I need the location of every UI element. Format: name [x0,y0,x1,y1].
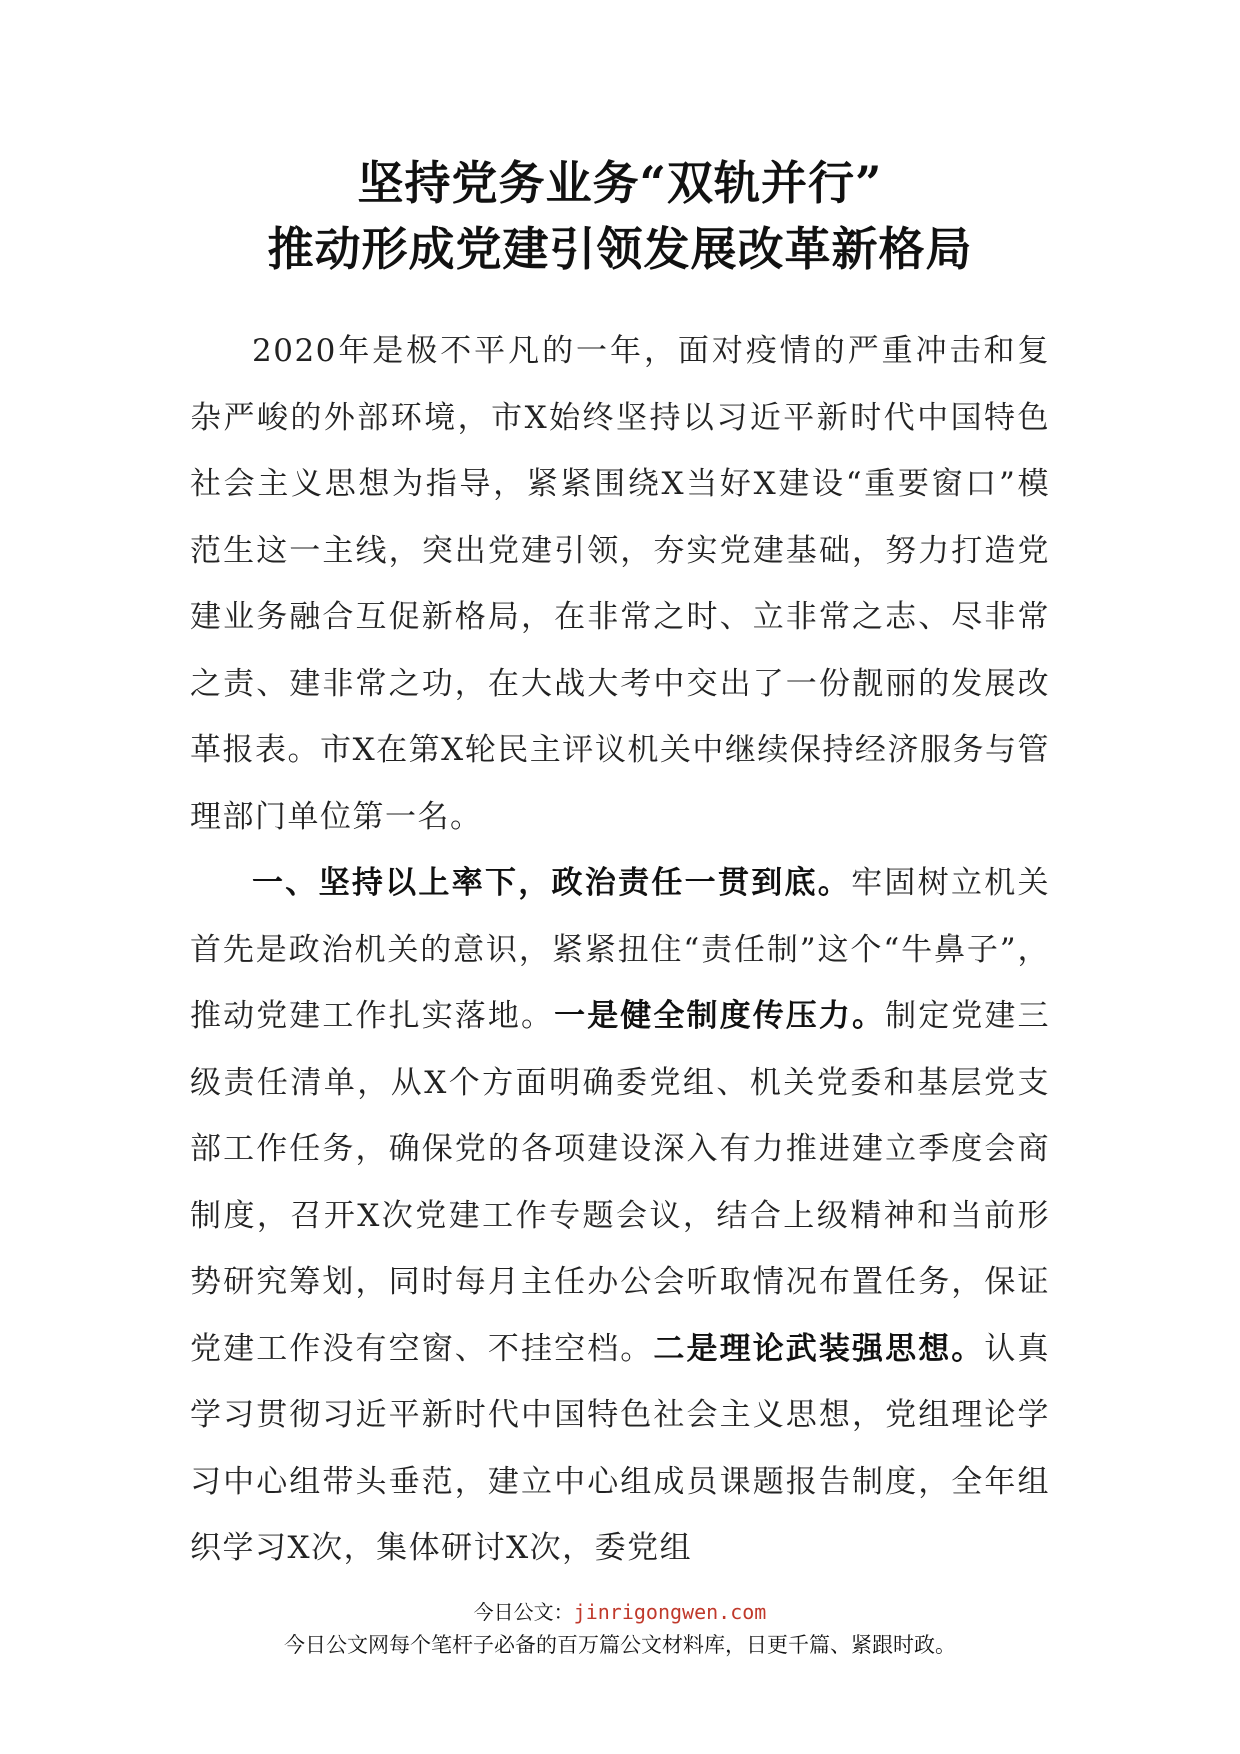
footer-site-label: 今日公文： [473,1600,574,1624]
document-body [190,318,1050,1582]
intro-paragraph: 2020年是极不平凡的一年，面对疫情的严重冲击和复杂严峻的外部环境，市X始终坚持以习近平新时代中国特色社会主义思想为指导，紧紧围绕X当好X建设“重要窗口”模范生这一主线，突出党建引领，夯实党建基础，努力打造党建业务融合互促新格局，在非常之时、立非常之志、尽非常之责、建非常之功，在大战大考中交出了一份靓丽的发展改革报表。市X在第X轮民主评议机关中继续保持经济服务与管理部门单位第一名。 [190,333,1050,835]
section-1-point-1-heading: 一是健全制度传压力。 [554,998,886,1034]
section-1-text-c: 认真学习贯彻习近平新时代中国特色社会主义思想，党组理论学习中心组带头垂范，建立中心组成员课题报告制度，全年组织学习X次，集体研讨X次，委党组 [190,1330,1051,1566]
footer-site-line [0,1598,1240,1626]
document-title-line-2: 推动形成党建引领发展改革新格局 [267,222,973,276]
section-1-heading: 一、坚持以上率下，政治责任一贯到底。 [252,865,852,901]
section-1-point-2-heading: 二是理论武装强思想。 [653,1330,985,1367]
section-1-text-b: 制定党建三级责任清单，从X个方面明确委党组、机关党委和基层党支部工作任务，确保党的各项建设深入有力推进建立季度会商制度，召开X次党建工作专题会议，结合上级精神和当前形势研究筹划，同时每月主任办公会听取情况布置任务，保证党建工作没有空窗、不挂空档。 [190,998,1051,1367]
section-1-paragraph [190,850,1050,1582]
document-title-line-1: 坚持党务业务“双轨并行” [357,156,883,210]
footer-site-url[interactable]: jinrigongwen.com [573,1600,767,1624]
footer-slogan: 今日公文网每个笔杆子必备的百万篇公文材料库，日更千篇、紧跟时政。 [284,1633,956,1657]
section-1-text-a: 牢固树立机关首先是政治机关的意识，紧紧扭住“责任制”这个“牛鼻子”，推动党建工作扎实落地。 [190,865,1051,1034]
